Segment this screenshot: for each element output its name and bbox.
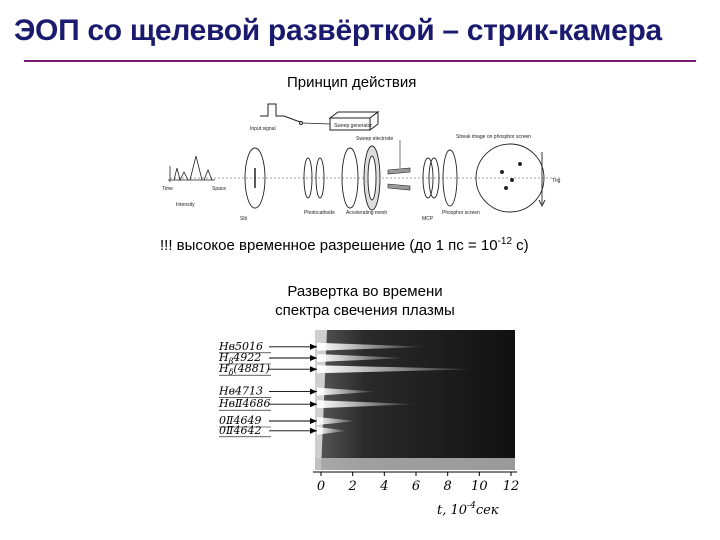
input-pulse-icon [260, 104, 303, 125]
intensity-label: Intensity [176, 202, 195, 208]
slide-title: ЭОП со щелевой развёрткой – стрик-камера [14, 14, 662, 47]
spectral-line-label [219, 424, 317, 437]
mcp-label: MCP [422, 216, 434, 222]
slit-label: Slit [240, 216, 247, 222]
spectral-line-labels [218, 340, 317, 437]
space-label: Space [212, 186, 227, 192]
svg-text:Hв5016: Hв5016 [219, 339, 263, 353]
phosphor-screen-label: Phosphor screen [442, 210, 480, 216]
resolution-prefix: !!! высокое временное разрешение (до 1 пс = 10 [160, 237, 498, 254]
time-label: Time [162, 186, 173, 192]
trig-label: Trig [552, 178, 561, 184]
spectral-line-label [218, 362, 317, 377]
svg-text:0Ⅱ4642: 0Ⅱ4642 [219, 423, 262, 437]
svg-text:Hδ(4881): $H_\delta(4881)$ [219, 362, 270, 378]
spectral-line-label [218, 385, 317, 398]
scan-heading [200, 282, 530, 320]
sweep-electrode-label: Sweep electrode [356, 136, 394, 142]
streak-spectrogram [205, 330, 525, 522]
time-axis-tick-label: 12 [502, 479, 520, 494]
svg-text:Hβ4922: $H_\beta 4922$ [219, 351, 262, 366]
photocathode-label: Photocathode [304, 210, 335, 216]
scan-heading-line2: спектра свечения плазмы [275, 302, 455, 319]
time-axis-tick-label: 8 [443, 479, 452, 494]
resolution-note [160, 236, 529, 254]
resolution-exponent: -12 [497, 236, 512, 247]
spectrogram-background [315, 330, 515, 470]
spectral-line-label [218, 397, 317, 410]
sweep-generator-label: Sweep generator [334, 123, 373, 129]
streak-image-label: Streak image on phosphor screen [456, 134, 532, 140]
time-axis-ticks [317, 472, 519, 494]
title-underline [24, 60, 696, 62]
time-axis-tick-label: 2 [348, 479, 357, 494]
scan-heading-line1: Развертка во времени [287, 283, 443, 300]
time-axis-tick-label: 10 [471, 479, 488, 494]
accelerating-mesh-label: Accelerating mesh [346, 210, 388, 216]
time-axis-tick-label: 4 [380, 479, 389, 494]
input-signal-label: Input signal [250, 126, 276, 132]
time-axis-label: t, $10^{-4}сек$ [437, 501, 499, 518]
streak-camera-principle-diagram [160, 96, 570, 226]
time-axis-tick-label: 0 [316, 479, 326, 494]
svg-text:Hв4713: Hв4713 [219, 384, 263, 398]
principle-heading: Принцип действия [287, 74, 417, 91]
time-axis-tick-label: 6 [411, 479, 421, 494]
svg-text:0Ⅱ4649: 0Ⅱ4649 [219, 414, 262, 427]
svg-text:HвⅡ4686: HвⅡ4686 [219, 397, 271, 411]
sweep-electrode-plates [388, 168, 410, 190]
resolution-suffix: с) [512, 237, 529, 254]
